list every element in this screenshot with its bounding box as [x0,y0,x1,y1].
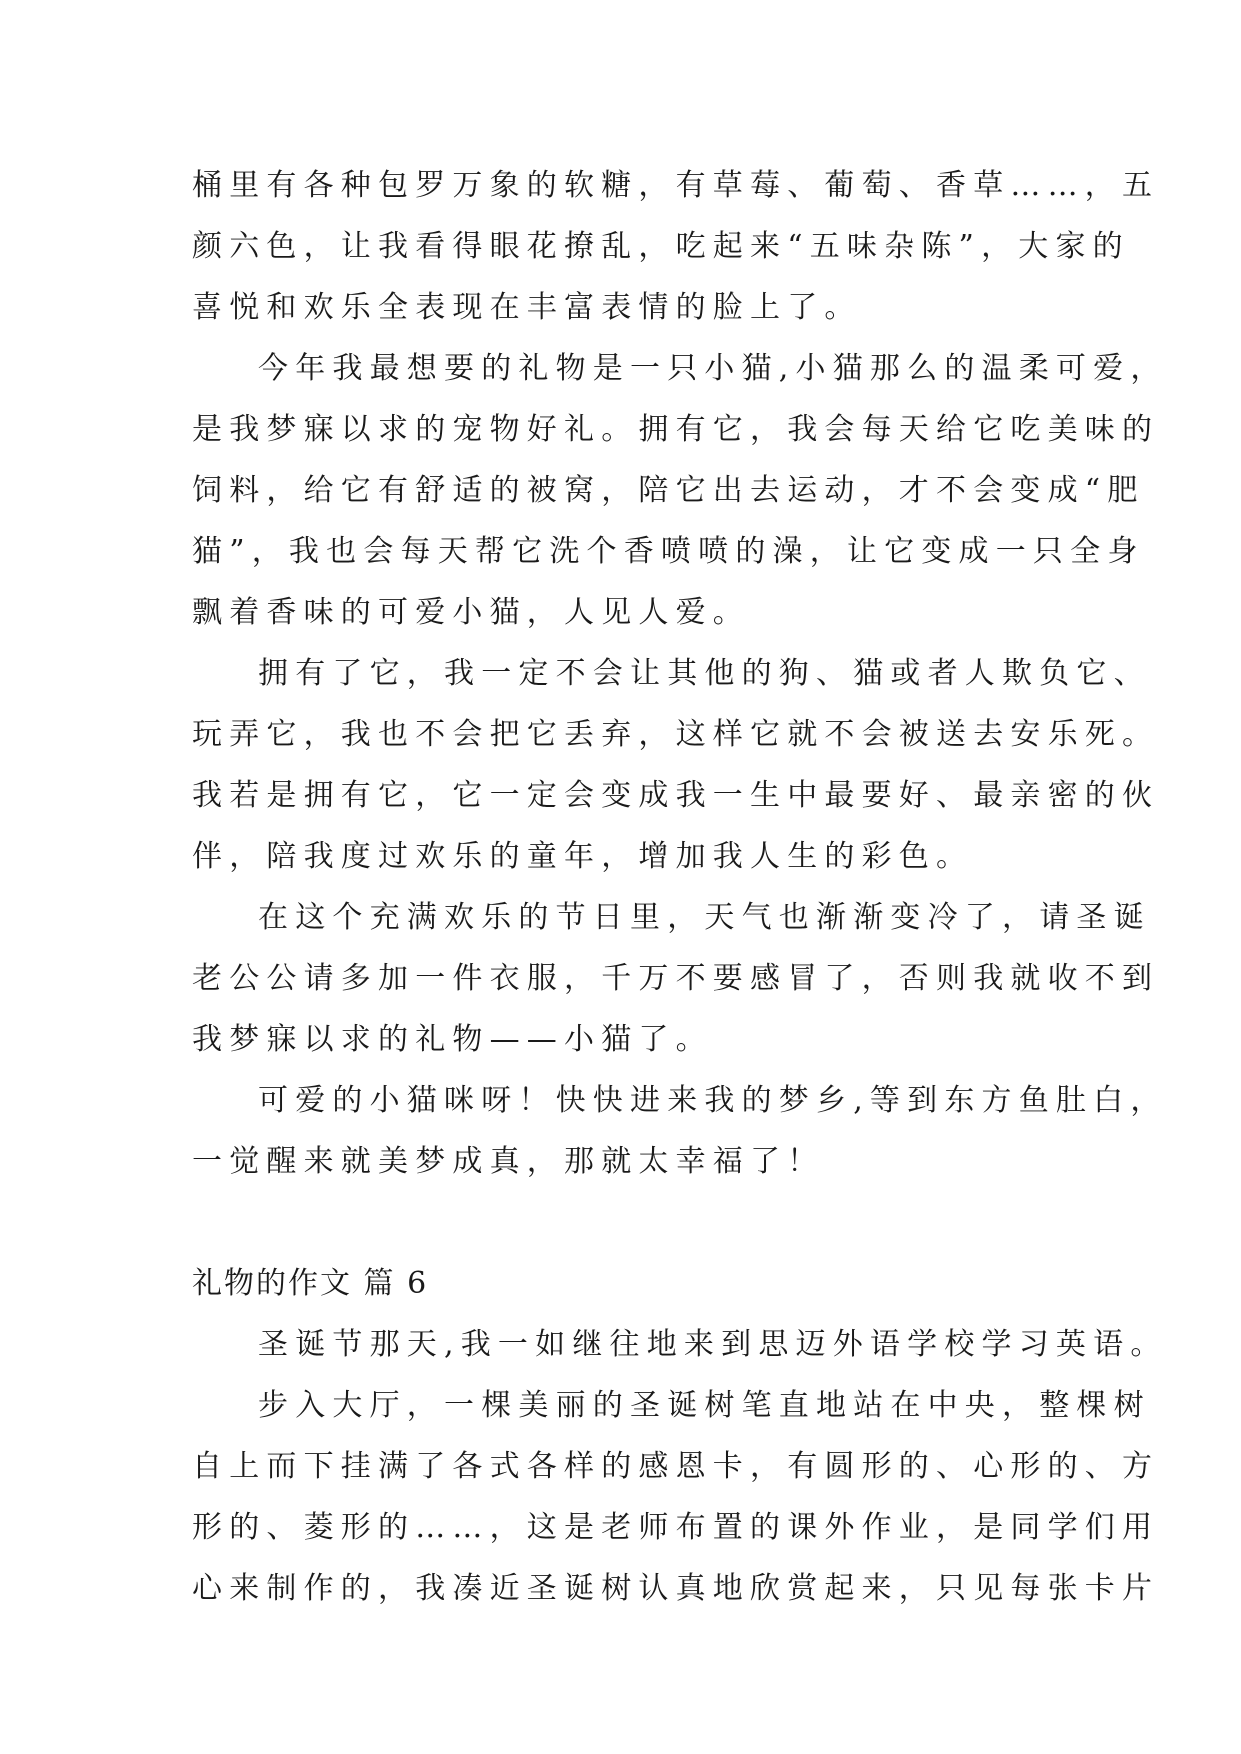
text-line: 形的、菱形的……，这是老师布置的课外作业，是同学们用 [192,1510,1160,1545]
text-line: 步入大厅，一棵美丽的圣诞树笔直地站在中央，整棵树 [258,1388,1151,1423]
text-line: 饲料，给它有舒适的被窝，陪它出去运动，才不会变成“肥 [192,473,1145,508]
text-line: 老公公请多加一件衣服，千万不要感冒了，否则我就收不到 [192,961,1160,996]
text-line: 喜悦和欢乐全表现在丰富表情的脸上了。 [192,290,862,325]
text-line: 猫”，我也会每天帮它洗个香喷喷的澡，让它变成一只全身 [192,534,1145,569]
text-line: 颜六色，让我看得眼花撩乱，吃起来“五味杂陈”，大家的 [192,229,1130,264]
text-line: 一觉醒来就美梦成真，那就太幸福了！ [192,1144,825,1179]
text-line: 拥有了它，我一定不会让其他的狗、猫或者人欺负它、 [258,656,1151,691]
text-line: 在这个充满欢乐的节日里，天气也渐渐变冷了，请圣诞 [258,900,1151,935]
text-line: 心来制作的，我凑近圣诞树认真地欣赏起来，只见每张卡片 [192,1571,1160,1606]
text-line: 今年我最想要的礼物是一只小猫,小猫那么的温柔可爱， [258,351,1168,386]
text-line: 玩弄它，我也不会把它丢弃，这样它就不会被送去安乐死。 [192,717,1160,752]
section-heading: 礼物的作文 篇 6 [192,1266,429,1301]
text-line: 圣诞节那天,我一如继往地来到思迈外语学校学习英语。 [258,1327,1168,1362]
text-line: 自上而下挂满了各式各样的感恩卡，有圆形的、心形的、方 [192,1449,1160,1484]
text-line: 我若是拥有它，它一定会变成我一生中最要好、最亲密的伙 [192,778,1160,813]
text-line: 可爱的小猫咪呀！快快进来我的梦乡,等到东方鱼肚白， [258,1083,1168,1118]
text-line: 飘着香味的可爱小猫，人见人爱。 [192,595,750,630]
text-line: 伴，陪我度过欢乐的童年，增加我人生的彩色。 [192,839,974,874]
text-line: 我梦寐以求的礼物——小猫了。 [192,1022,713,1057]
text-line: 是我梦寐以求的宠物好礼。拥有它，我会每天给它吃美味的 [192,412,1160,447]
text-line: 桶里有各种包罗万象的软糖，有草莓、葡萄、香草……，五 [192,168,1160,203]
